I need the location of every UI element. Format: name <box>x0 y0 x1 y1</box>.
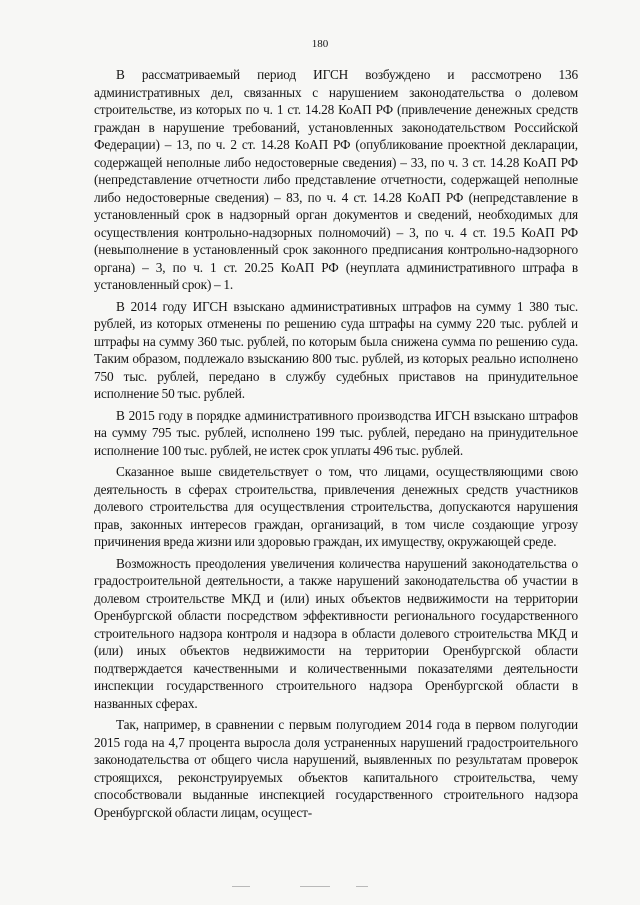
scan-artifact <box>356 886 368 887</box>
paragraph-conclusion-violations: Сказанное выше свидетельствует о том, что лицами, осуществляющими свою деятельность в сферах строительства, привлечения денежных средств участников долевого строительства для осуществления строительства, допускаются нарушения прав, законных интересов граждан, организаций, в том числе создающие угрозу причинения вреда жизни или здоровью граждан, их имуществу, окружающей среде. <box>94 464 578 549</box>
paragraph-administrative-cases: В рассматриваемый период ИГСН возбуждено и рассмотрено 136 административных дел, связанных с нарушением законодательства о долевом строительстве, из которых по ч. 1 ст. 14.28 КоАП РФ (привлечение денежных средств граждан в нарушение требований, установленных законодательством Российской Федерации) – 13, по ч. 2 ст. 14.28 КоАП РФ (опубликование проектной декларации, содержащей неполные либо недостоверные сведения) – 33, по ч. 3 ст. 14.28 КоАП РФ (непредставление отчетности либо представление отчетности, содержащей неполные либо недостоверные сведения) – 83, по ч. 4 ст. 14.28 КоАП РФ (непредставление в установленный срок в надзорный орган документов и сведений, необходимых для осуществления контрольно-надзорных полномочий) – 3, по ч. 4 ст. 19.5 КоАП РФ (невыполнение в установленный срок законного предписания контрольно-надзорного органа) – 3, по ч. 1 ст. 20.25 КоАП РФ (неуплата административного штрафа в установленный срок) – 1. <box>94 67 578 292</box>
page-number: 180 <box>311 38 329 50</box>
paragraph-supervision-effectiveness: Возможность преодоления увеличения количества нарушений законодательства о градостроительной деятельности, а также нарушений законодательства об участии в долевом строительстве МКД и (или) иных объектов недвижимости на территории Оренбургской области посредством эффективности регионального государственного строительного надзора контроля и надзора в области долевого строительства МКД и (или) иных объектов недвижимости на территории Оренбургской области подтверждается качественными и количественными показателями деятельности инспекции государственного строительного надзора Оренбургской области в названных сферах. <box>94 555 578 711</box>
document-body <box>94 66 578 821</box>
scan-artifact <box>300 886 330 887</box>
paragraph-comparison-2014-2015: Так, например, в сравнении с первым полугодием 2014 года в первом полугодии 2015 года на 4,7 процента выросла доля устраненных нарушений градостроительного законодательства от общего числа нарушений, выявленных по результатам проверок строящихся, реконструируемых объектов капитального строительства, чему способствовали выданные инспекцией государственного строительного надзора Оренбургской области лицам, осущест- <box>94 717 578 820</box>
paragraph-fines-2015: В 2015 году в порядке административного производства ИГСН взыскано штрафов на сумму 795 тыс. рублей, исполнено 199 тыс. рублей, передано на принудительное исполнение 100 тыс. рублей, не истек срок уплаты 496 тыс. рублей. <box>94 407 578 458</box>
scan-artifact <box>232 886 250 887</box>
paragraph-fines-2014: В 2014 году ИГСН взыскано административных штрафов на сумму 1 380 тыс. рублей, из которых отменены по решению суда штрафы на сумму 220 тыс. рублей и штрафы на сумму 360 тыс. рублей, по которым была снижена сумма по решению суда. Таким образом, подлежало взысканию 800 тыс. рублей, из которых реально исполнено 750 тыс. рублей, передано в службу судебных приставов на принудительное исполнение 50 тыс. рублей. <box>94 298 578 401</box>
